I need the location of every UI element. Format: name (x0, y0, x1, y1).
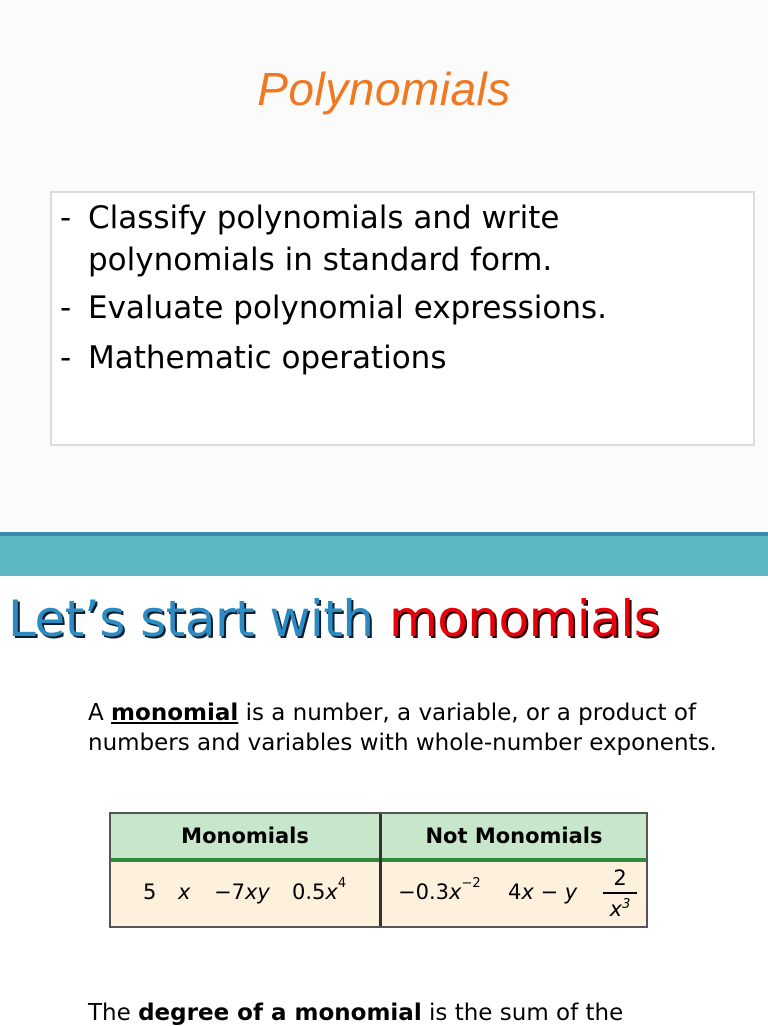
slide-title (8, 590, 659, 648)
header-monomials: Monomials (181, 824, 309, 848)
keyword-degree: degree of a monomial (138, 1000, 422, 1026)
example-not-monomial: $-0.3x^{-2}$ (398, 876, 481, 904)
slide-monomials (0, 576, 768, 1024)
objective-text: polynomials in standard form. (88, 242, 553, 278)
example-monomial: x (178, 880, 191, 904)
keyword-monomial: monomial (111, 700, 239, 726)
example-monomial: −7xy (214, 880, 270, 904)
slide-title: Polynomials (257, 63, 511, 115)
objectives-box: - Classify polynomials and write polynomials in standard form. - Evaluate polynomial expressions. - Mathematic operations (50, 191, 755, 446)
fraction-bar (603, 892, 637, 894)
example-not-monomial-fraction: 2 $x^3$ (603, 866, 637, 922)
slide-divider-band (0, 536, 768, 576)
example-monomial: $0.5x^4$ (292, 876, 347, 904)
example-not-monomial: 4x − y (508, 880, 578, 904)
monomial-definition: A monomial is a number, a variable, or a product of numbers and variables with whole-number exponents. (88, 700, 717, 756)
degree-definition: The degree of a monomial is the sum of the (88, 1000, 624, 1026)
title-highlight: monomials (389, 590, 660, 648)
objective-text: Classify polynomials and write (88, 200, 560, 236)
example-monomial: 5 (143, 880, 157, 904)
header-not-monomials: Not Monomials (425, 824, 603, 848)
objective-text: Mathematic operations (88, 340, 447, 376)
monomials-table (109, 812, 648, 928)
objective-text: Evaluate polynomial expressions. (88, 290, 607, 326)
title-part: Let’s start with (8, 590, 374, 648)
